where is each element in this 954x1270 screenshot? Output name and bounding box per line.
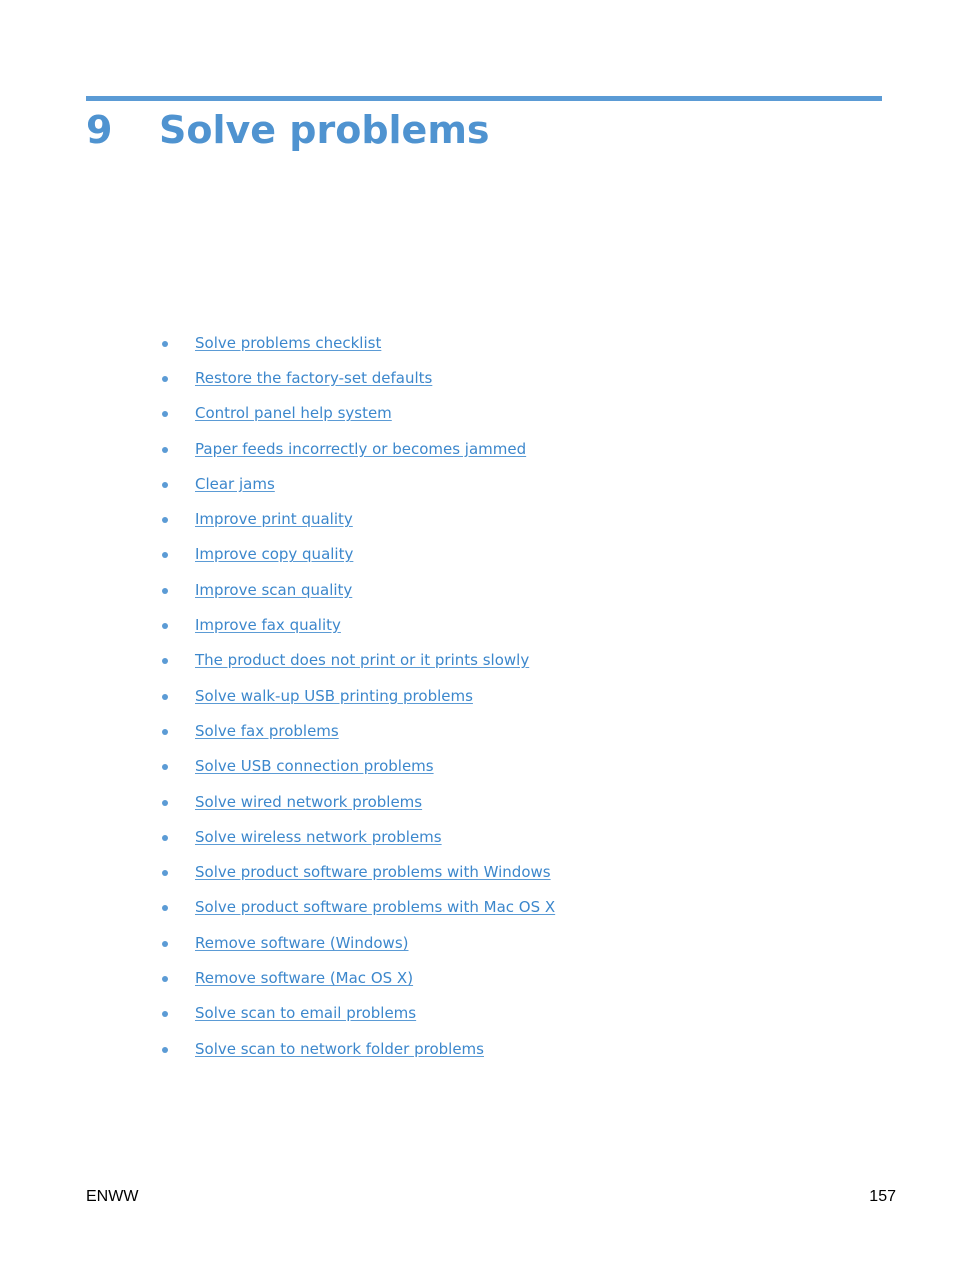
- bullet-icon: [162, 905, 168, 911]
- bullet-icon: [162, 729, 168, 735]
- list-item: [160, 431, 555, 466]
- bullet-icon: [162, 341, 168, 347]
- topic-link-restore-factory-defaults[interactable]: Restore the factory-set defaults: [195, 368, 433, 387]
- topic-link-control-panel-help[interactable]: Control panel help system: [195, 404, 392, 423]
- list-item: [160, 925, 555, 960]
- chapter-topic-list: [160, 325, 555, 1066]
- topic-link-clear-jams[interactable]: Clear jams: [195, 474, 275, 493]
- list-item: [160, 537, 555, 572]
- bullet-icon: [162, 623, 168, 629]
- list-item: [160, 360, 555, 395]
- chapter-title: Solve problems: [159, 108, 490, 152]
- footer-label: ENWW: [86, 1188, 139, 1205]
- list-item: [160, 501, 555, 536]
- chapter-number: 9: [86, 108, 113, 152]
- bullet-icon: [162, 941, 168, 947]
- bullet-icon: [162, 517, 168, 523]
- bullet-icon: [162, 976, 168, 982]
- topic-link-paper-feeds-jammed[interactable]: Paper feeds incorrectly or becomes jammed: [195, 439, 527, 458]
- chapter-top-rule: [86, 96, 882, 101]
- list-item: [160, 396, 555, 431]
- list-item: [160, 325, 555, 360]
- list-item: [160, 749, 555, 784]
- topic-link-software-mac[interactable]: Solve product software problems with Mac OS X: [195, 898, 556, 917]
- topic-link-improve-scan-quality[interactable]: Improve scan quality: [195, 580, 353, 599]
- topic-link-improve-fax-quality[interactable]: Improve fax quality: [195, 616, 341, 635]
- list-item: [160, 854, 555, 889]
- bullet-icon: [162, 870, 168, 876]
- bullet-icon: [162, 447, 168, 453]
- topic-link-prints-slowly[interactable]: The product does not print or it prints slowly: [195, 651, 530, 670]
- bullet-icon: [162, 482, 168, 488]
- topic-link-remove-software-mac[interactable]: Remove software (Mac OS X): [195, 968, 414, 987]
- list-item: [160, 607, 555, 642]
- topic-link-scan-to-email[interactable]: Solve scan to email problems: [195, 1004, 417, 1023]
- bullet-icon: [162, 835, 168, 841]
- bullet-icon: [162, 1011, 168, 1017]
- topic-link-solve-problems-checklist[interactable]: Solve problems checklist: [195, 333, 382, 352]
- list-item: [160, 678, 555, 713]
- list-item: [160, 784, 555, 819]
- list-item: [160, 466, 555, 501]
- bullet-icon: [162, 1047, 168, 1053]
- list-item: [160, 643, 555, 678]
- topic-link-fax-problems[interactable]: Solve fax problems: [195, 721, 339, 740]
- list-item: [160, 996, 555, 1031]
- topic-link-improve-print-quality[interactable]: Improve print quality: [195, 510, 353, 529]
- bullet-icon: [162, 411, 168, 417]
- bullet-icon: [162, 694, 168, 700]
- bullet-icon: [162, 588, 168, 594]
- bullet-icon: [162, 800, 168, 806]
- list-item: [160, 890, 555, 925]
- topic-link-software-windows[interactable]: Solve product software problems with Windows: [195, 863, 551, 882]
- topic-link-wireless-network[interactable]: Solve wireless network problems: [195, 827, 442, 846]
- topic-link-improve-copy-quality[interactable]: Improve copy quality: [195, 545, 354, 564]
- list-item: [160, 713, 555, 748]
- chapter-heading: [86, 104, 490, 156]
- page-number: 157: [869, 1188, 896, 1205]
- list-item: [160, 960, 555, 995]
- topic-link-remove-software-windows[interactable]: Remove software (Windows): [195, 933, 409, 952]
- bullet-icon: [162, 764, 168, 770]
- bullet-icon: [162, 376, 168, 382]
- list-item: [160, 1031, 555, 1066]
- list-item: [160, 572, 555, 607]
- topic-link-wired-network[interactable]: Solve wired network problems: [195, 792, 423, 811]
- topic-link-walk-up-usb-printing[interactable]: Solve walk-up USB printing problems: [195, 686, 473, 705]
- topic-link-scan-to-network-folder[interactable]: Solve scan to network folder problems: [195, 1039, 484, 1058]
- bullet-icon: [162, 552, 168, 558]
- topic-link-usb-connection[interactable]: Solve USB connection problems: [195, 757, 434, 776]
- list-item: [160, 819, 555, 854]
- bullet-icon: [162, 658, 168, 664]
